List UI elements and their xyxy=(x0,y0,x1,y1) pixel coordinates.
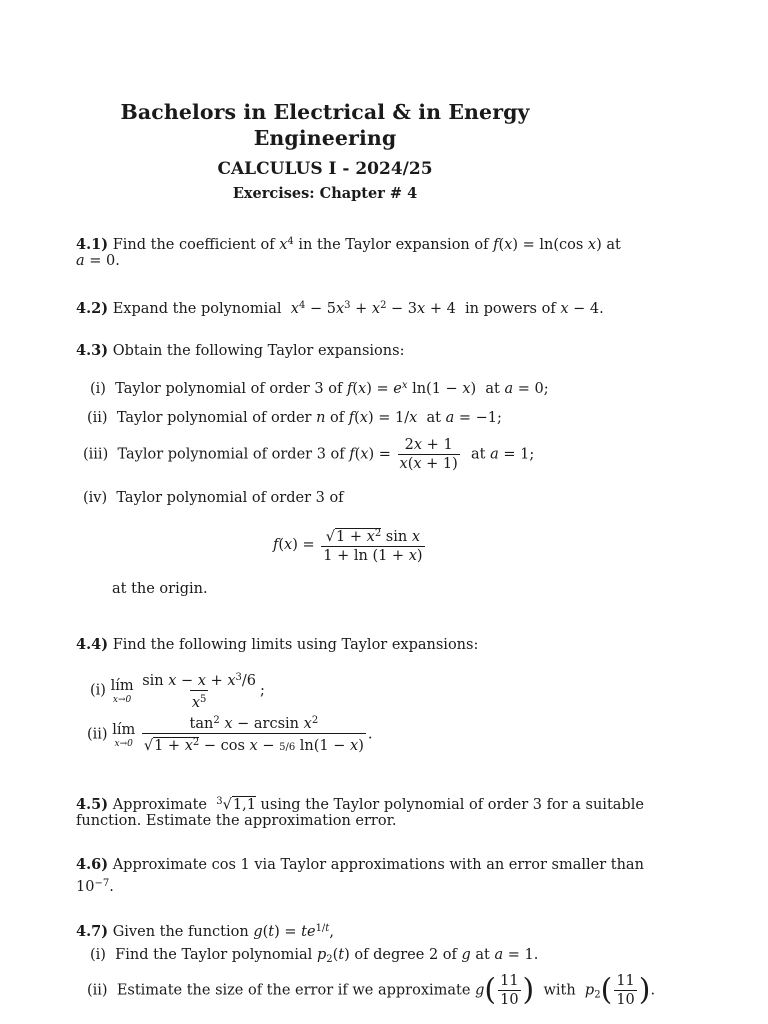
exercise-number: 4.1) xyxy=(76,236,109,253)
exercise-4-3-iii: (iii) Taylor polynomial of order 3 of f(x) = $\frac{2x + 1}{x(x + 1)}$ at a = 1; xyxy=(83,437,535,472)
exercise-4-1: 4.1) Find the coefficient of $x^4$ in the Taylor expansion of f(x) = ln(cos x) at xyxy=(76,236,621,253)
title-line-1: Bachelors in Electrical & in Energy xyxy=(120,100,530,124)
exercise-4-3-iv: (iv) Taylor polynomial of order 3 of xyxy=(83,490,344,506)
course-title: CALCULUS I - 2024/25 xyxy=(217,159,433,179)
exercise-4-3-iv-origin: at the origin. xyxy=(112,581,208,597)
exercise-4-5: 4.5) Approximate $^3$√1,1 using the Taylor polynomial of order 3 for a suitable xyxy=(76,796,644,813)
exercise-4-2: 4.2) Expand the polynomial $x^4 - 5x^3 + x^2 - 3x + 4$ in powers of x − 4. xyxy=(76,300,604,317)
exercise-4-4-i: (i) lím x→0 $\frac{\sin x - x + x^3/6}{x^5}$ ; xyxy=(90,672,265,711)
exercise-4-6: 4.6) Approximate cos 1 via Taylor approximations with an error smaller than xyxy=(76,856,644,873)
exercise-4-6-line2: $10^{-7}$. xyxy=(76,878,114,895)
exercise-4-3-iv-formula: f(x) = $\frac{√1 + x^2 \sin x}{1 + \ln (1 + x)}$ xyxy=(273,528,423,564)
exercise-4-5-line2: function. Estimate the approximation error. xyxy=(76,813,397,829)
exercise-4-3-ii: (ii) Taylor polynomial of order n of f(x) = 1/x at a = −1; xyxy=(87,410,502,426)
exercise-4-7-ii: (ii) Estimate the size of the error if we approximate g( $\frac{11}{10}$ ) with $p_2$( $\frac{11}{10}$ ). xyxy=(87,972,656,1008)
exercise-4-4: 4.4) Find the following limits using Taylor expansions: xyxy=(76,636,479,653)
exercise-4-4-ii: (ii) lím x→0 $\frac{\tan^2 x - \arcsin x^2}{√1 + x^2 - \cos x - 5/6 \ln(1 - x)}$ . xyxy=(87,712,373,757)
title-line-2: Engineering xyxy=(253,126,397,150)
chapter-subtitle: Exercises: Chapter # 4 xyxy=(232,185,418,202)
exercise-4-3-i: (i) Taylor polynomial of order 3 of $f(x) = e^x$ ln(1 − x) at a = 0; xyxy=(90,380,549,397)
exercise-4-1-line2: a = 0. xyxy=(76,253,120,269)
exercise-4-7-i: (i) Find the Taylor polynomial $p_2(t)$ of degree 2 of g at a = 1. xyxy=(90,947,539,965)
exercise-4-7: 4.7) Given the function $g(t) = te^{1/t}$, xyxy=(76,923,334,940)
exercise-4-3: 4.3) Obtain the following Taylor expansions: xyxy=(76,342,405,359)
